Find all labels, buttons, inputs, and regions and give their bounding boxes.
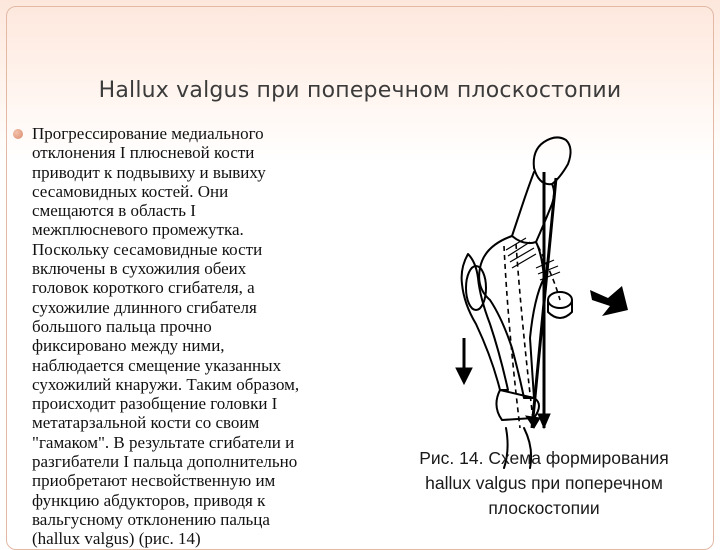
proximal-phalanx	[512, 172, 554, 243]
bullet-text: Прогрессирование медиального отклонения I плюсневой кости приводит к подвывиху и вывиху сесамовидных костей. Они смещаются в область I межплюсневого промежутка. Поскольку сесамовидные кости включены в сухожилия обеих головок короткого сгибателя, а сухожилие длинного сгибателя большого пальца прочно фиксировано между ними, наблюдается смещение указанных сухожилий кнаружи. Таким образом, происходит разобщение головки I метатарзальной кости со своим "гамаком". В результате сгибатели и разгибатели I пальца дополнительно приобретают несвойственную им функцию абдукторов, приводя к вальгусному отклонению пальца (hallux valgus) (рис. 14)	[32, 124, 300, 549]
figure-caption: Рис. 14. Схема формирования hallux valgus при поперечном плоскостопии	[419, 448, 669, 518]
distal-phalanx	[534, 137, 571, 184]
slide-title: Hallux valgus при поперечном плоскостопии	[98, 78, 622, 103]
first-metatarsal	[479, 236, 544, 398]
bullet-icon	[13, 129, 23, 139]
direction-arrow	[590, 286, 628, 316]
